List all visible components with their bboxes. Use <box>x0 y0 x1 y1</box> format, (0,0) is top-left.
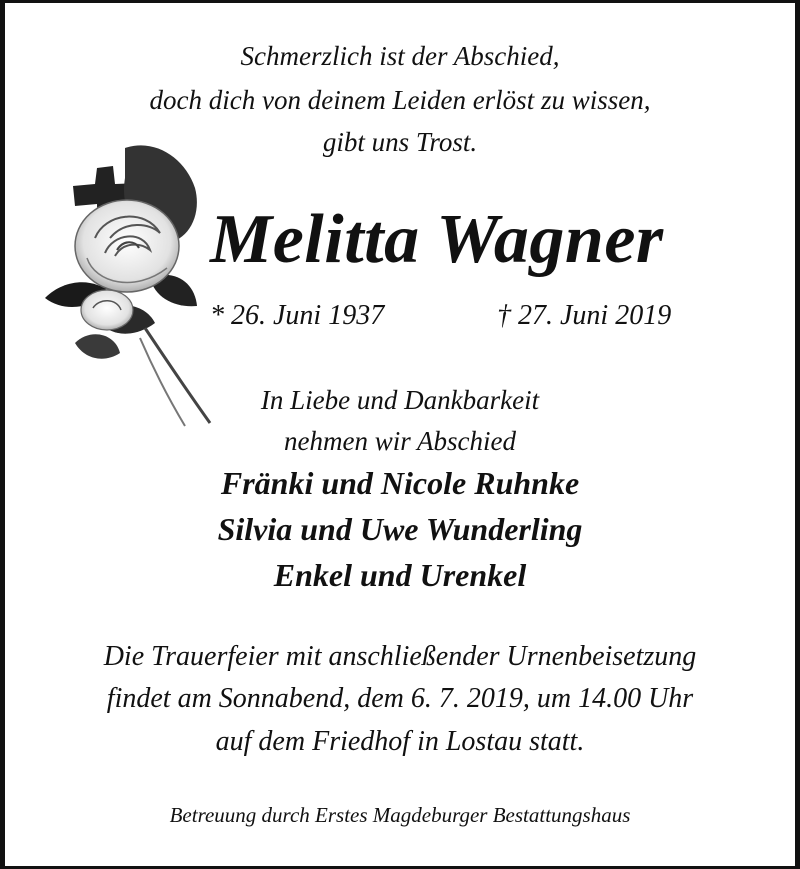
family-line-2: Silvia und Uwe Wunderling <box>217 511 583 547</box>
thanks-line-1: In Liebe und Dankbarkeit <box>260 385 540 415</box>
thanks-line-2: nehmen wir Abschied <box>284 426 516 456</box>
ceremony-line-2: findet am Sonnabend, dem 6. 7. 2019, um 14.00 Uhr <box>106 683 694 714</box>
birth-date: * 26. Juni 1937 <box>210 300 385 331</box>
verse-line-1: Schmerzlich ist der Abschied, <box>240 41 560 71</box>
funeral-home-credit: Betreuung durch Erstes Magdeburger Bestattungshaus <box>169 803 631 827</box>
ceremony-line-1: Die Trauerfeier mit anschließender Urnenbeisetzung <box>103 641 697 672</box>
deceased-name: Melitta Wagner <box>210 201 664 278</box>
ceremony-line-3: auf dem Friedhof in Lostau statt. <box>215 726 585 757</box>
death-date: † 27. Juni 2019 <box>497 300 672 331</box>
family-line-3: Enkel und Urenkel <box>273 557 527 593</box>
verse-line-3: gibt uns Trost. <box>322 127 478 157</box>
verse-line-2: doch dich von deinem Leiden erlöst zu wissen, <box>149 85 651 115</box>
family-line-1: Fränki und Nicole Ruhnke <box>220 465 580 501</box>
